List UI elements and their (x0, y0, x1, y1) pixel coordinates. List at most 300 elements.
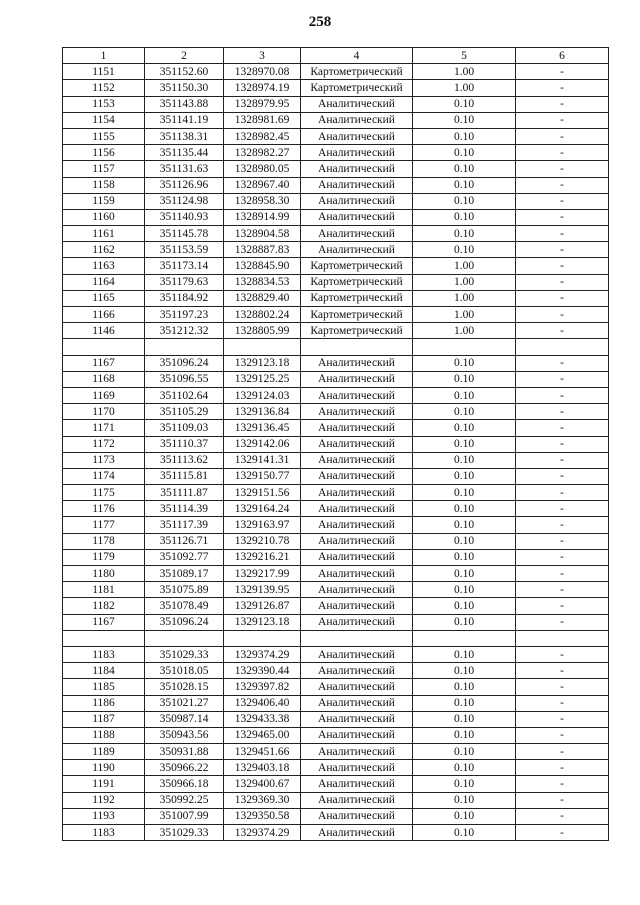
accuracy-cell (413, 339, 516, 355)
description-cell: - (516, 436, 609, 452)
description-cell: - (516, 646, 609, 662)
description-cell: - (516, 501, 609, 517)
method-cell: Аналитический (301, 452, 413, 468)
x-coordinate-cell: 350966.18 (145, 776, 224, 792)
table-row (63, 274, 609, 290)
point-number-cell: 1190 (63, 760, 145, 776)
column-header: 2 (145, 48, 224, 64)
y-coordinate-cell: 1328982.27 (224, 145, 301, 161)
point-number-cell: 1161 (63, 226, 145, 242)
x-coordinate-cell: 351117.39 (145, 517, 224, 533)
method-cell: Аналитический (301, 209, 413, 225)
method-cell: Аналитический (301, 566, 413, 582)
accuracy-cell: 0.10 (413, 614, 516, 630)
y-coordinate-cell: 1329139.95 (224, 582, 301, 598)
table-row (63, 420, 609, 436)
column-header: 1 (63, 48, 145, 64)
table-row (63, 776, 609, 792)
point-number-cell: 1173 (63, 452, 145, 468)
x-coordinate-cell: 351018.05 (145, 663, 224, 679)
point-number-cell: 1167 (63, 355, 145, 371)
description-cell: - (516, 744, 609, 760)
table-row (63, 760, 609, 776)
y-coordinate-cell: 1329123.18 (224, 355, 301, 371)
description-cell: - (516, 825, 609, 841)
table-row (63, 630, 609, 646)
table-row (63, 290, 609, 306)
method-cell (301, 630, 413, 646)
method-cell: Аналитический (301, 663, 413, 679)
x-coordinate-cell: 351152.60 (145, 64, 224, 80)
description-cell: - (516, 323, 609, 339)
table-row (63, 614, 609, 630)
point-number-cell: 1159 (63, 193, 145, 209)
description-cell: - (516, 566, 609, 582)
accuracy-cell: 1.00 (413, 258, 516, 274)
method-cell: Аналитический (301, 825, 413, 841)
description-cell: - (516, 760, 609, 776)
accuracy-cell: 0.10 (413, 663, 516, 679)
accuracy-cell: 0.10 (413, 533, 516, 549)
accuracy-cell: 0.10 (413, 226, 516, 242)
accuracy-cell: 0.10 (413, 161, 516, 177)
accuracy-cell: 0.10 (413, 485, 516, 501)
x-coordinate-cell: 350931.88 (145, 744, 224, 760)
y-coordinate-cell: 1329123.18 (224, 614, 301, 630)
x-coordinate-cell: 351126.96 (145, 177, 224, 193)
x-coordinate-cell: 351111.87 (145, 485, 224, 501)
method-cell: Аналитический (301, 371, 413, 387)
accuracy-cell: 0.10 (413, 776, 516, 792)
x-coordinate-cell: 351029.33 (145, 646, 224, 662)
point-number-cell: 1155 (63, 128, 145, 144)
method-cell: Картометрический (301, 80, 413, 96)
description-cell: - (516, 711, 609, 727)
point-number-cell: 1177 (63, 517, 145, 533)
table-row (63, 468, 609, 484)
x-coordinate-cell: 351140.93 (145, 209, 224, 225)
method-cell: Аналитический (301, 161, 413, 177)
description-cell: - (516, 517, 609, 533)
y-coordinate-cell: 1328981.69 (224, 112, 301, 128)
y-coordinate-cell: 1328979.95 (224, 96, 301, 112)
x-coordinate-cell: 351126.71 (145, 533, 224, 549)
column-header: 4 (301, 48, 413, 64)
description-cell: - (516, 808, 609, 824)
table-row (63, 679, 609, 695)
description-cell: - (516, 792, 609, 808)
description-cell: - (516, 161, 609, 177)
x-coordinate-cell: 350987.14 (145, 711, 224, 727)
description-cell: - (516, 290, 609, 306)
y-coordinate-cell: 1328904.58 (224, 226, 301, 242)
table-row (63, 744, 609, 760)
method-cell: Аналитический (301, 112, 413, 128)
method-cell: Аналитический (301, 501, 413, 517)
x-coordinate-cell: 351028.15 (145, 679, 224, 695)
method-cell: Аналитический (301, 598, 413, 614)
method-cell: Картометрический (301, 323, 413, 339)
description-cell: - (516, 177, 609, 193)
description-cell: - (516, 258, 609, 274)
accuracy-cell: 0.10 (413, 695, 516, 711)
x-coordinate-cell: 351145.78 (145, 226, 224, 242)
point-number-cell: 1178 (63, 533, 145, 549)
method-cell: Аналитический (301, 727, 413, 743)
accuracy-cell: 0.10 (413, 517, 516, 533)
y-coordinate-cell: 1329142.06 (224, 436, 301, 452)
x-coordinate-cell: 351078.49 (145, 598, 224, 614)
method-cell: Аналитический (301, 128, 413, 144)
point-number-cell: 1163 (63, 258, 145, 274)
point-number-cell: 1191 (63, 776, 145, 792)
x-coordinate-cell: 351212.32 (145, 323, 224, 339)
point-number-cell: 1176 (63, 501, 145, 517)
table-row (63, 808, 609, 824)
table-row (63, 242, 609, 258)
accuracy-cell: 1.00 (413, 64, 516, 80)
point-number-cell: 1172 (63, 436, 145, 452)
accuracy-cell: 1.00 (413, 80, 516, 96)
y-coordinate-cell: 1329164.24 (224, 501, 301, 517)
method-cell: Аналитический (301, 485, 413, 501)
accuracy-cell: 0.10 (413, 679, 516, 695)
y-coordinate-cell: 1328958.30 (224, 193, 301, 209)
point-number-cell: 1151 (63, 64, 145, 80)
x-coordinate-cell: 351143.88 (145, 96, 224, 112)
y-coordinate-cell: 1328802.24 (224, 307, 301, 323)
table-row (63, 177, 609, 193)
y-coordinate-cell: 1329150.77 (224, 468, 301, 484)
description-cell (516, 339, 609, 355)
y-coordinate-cell: 1329124.03 (224, 387, 301, 403)
x-coordinate-cell (145, 630, 224, 646)
point-number-cell: 1157 (63, 161, 145, 177)
method-cell (301, 339, 413, 355)
table-row (63, 663, 609, 679)
table-row (63, 371, 609, 387)
method-cell: Аналитический (301, 808, 413, 824)
method-cell: Аналитический (301, 420, 413, 436)
accuracy-cell: 1.00 (413, 290, 516, 306)
method-cell: Аналитический (301, 145, 413, 161)
x-coordinate-cell: 351092.77 (145, 549, 224, 565)
x-coordinate-cell: 351197.23 (145, 307, 224, 323)
method-cell: Картометрический (301, 307, 413, 323)
y-coordinate-cell: 1329216.21 (224, 549, 301, 565)
x-coordinate-cell: 351150.30 (145, 80, 224, 96)
table-row (63, 258, 609, 274)
table-body (63, 64, 609, 841)
description-cell: - (516, 404, 609, 420)
coordinates-table (62, 47, 609, 841)
column-header: 5 (413, 48, 516, 64)
description-cell: - (516, 727, 609, 743)
accuracy-cell: 0.10 (413, 792, 516, 808)
accuracy-cell: 0.10 (413, 371, 516, 387)
accuracy-cell: 0.10 (413, 646, 516, 662)
accuracy-cell: 0.10 (413, 566, 516, 582)
accuracy-cell: 0.10 (413, 128, 516, 144)
method-cell: Аналитический (301, 776, 413, 792)
y-coordinate-cell: 1329210.78 (224, 533, 301, 549)
table-row (63, 549, 609, 565)
accuracy-cell: 0.10 (413, 549, 516, 565)
accuracy-cell: 0.10 (413, 598, 516, 614)
method-cell: Картометрический (301, 258, 413, 274)
description-cell (516, 630, 609, 646)
point-number-cell (63, 339, 145, 355)
point-number-cell: 1183 (63, 646, 145, 662)
point-number-cell: 1187 (63, 711, 145, 727)
y-coordinate-cell (224, 339, 301, 355)
point-number-cell: 1181 (63, 582, 145, 598)
description-cell: - (516, 776, 609, 792)
point-number-cell: 1153 (63, 96, 145, 112)
method-cell: Картометрический (301, 290, 413, 306)
point-number-cell: 1188 (63, 727, 145, 743)
accuracy-cell: 0.10 (413, 808, 516, 824)
method-cell: Аналитический (301, 533, 413, 549)
table-row (63, 339, 609, 355)
accuracy-cell: 0.10 (413, 452, 516, 468)
table-row (63, 598, 609, 614)
description-cell: - (516, 307, 609, 323)
table-row (63, 387, 609, 403)
y-coordinate-cell: 1329217.99 (224, 566, 301, 582)
description-cell: - (516, 209, 609, 225)
method-cell: Аналитический (301, 96, 413, 112)
method-cell: Аналитический (301, 226, 413, 242)
table-row (63, 226, 609, 242)
point-number-cell: 1174 (63, 468, 145, 484)
point-number-cell: 1183 (63, 825, 145, 841)
x-coordinate-cell: 350943.56 (145, 727, 224, 743)
description-cell: - (516, 533, 609, 549)
description-cell: - (516, 549, 609, 565)
accuracy-cell: 0.10 (413, 582, 516, 598)
y-coordinate-cell: 1328970.08 (224, 64, 301, 80)
x-coordinate-cell: 351096.24 (145, 355, 224, 371)
table-row (63, 404, 609, 420)
point-number-cell: 1166 (63, 307, 145, 323)
x-coordinate-cell: 351007.99 (145, 808, 224, 824)
y-coordinate-cell: 1329125.25 (224, 371, 301, 387)
y-coordinate-cell: 1328834.53 (224, 274, 301, 290)
accuracy-cell: 0.10 (413, 760, 516, 776)
y-coordinate-cell: 1329465.00 (224, 727, 301, 743)
method-cell: Аналитический (301, 436, 413, 452)
y-coordinate-cell: 1328805.99 (224, 323, 301, 339)
method-cell: Аналитический (301, 549, 413, 565)
accuracy-cell: 0.10 (413, 96, 516, 112)
point-number-cell: 1162 (63, 242, 145, 258)
method-cell: Картометрический (301, 274, 413, 290)
y-coordinate-cell: 1328914.99 (224, 209, 301, 225)
y-coordinate-cell: 1328974.19 (224, 80, 301, 96)
method-cell: Аналитический (301, 242, 413, 258)
description-cell: - (516, 64, 609, 80)
x-coordinate-cell: 351096.55 (145, 371, 224, 387)
accuracy-cell: 0.10 (413, 727, 516, 743)
x-coordinate-cell: 350992.25 (145, 792, 224, 808)
y-coordinate-cell: 1329374.29 (224, 825, 301, 841)
x-coordinate-cell: 351029.33 (145, 825, 224, 841)
y-coordinate-cell: 1328829.40 (224, 290, 301, 306)
x-coordinate-cell: 351110.37 (145, 436, 224, 452)
method-cell: Картометрический (301, 64, 413, 80)
y-coordinate-cell: 1328967.40 (224, 177, 301, 193)
method-cell: Аналитический (301, 582, 413, 598)
description-cell: - (516, 193, 609, 209)
table-row (63, 825, 609, 841)
table-row (63, 436, 609, 452)
y-coordinate-cell: 1328980.05 (224, 161, 301, 177)
y-coordinate-cell: 1329136.45 (224, 420, 301, 436)
table-row (63, 711, 609, 727)
point-number-cell: 1170 (63, 404, 145, 420)
description-cell: - (516, 679, 609, 695)
y-coordinate-cell: 1329163.97 (224, 517, 301, 533)
y-coordinate-cell: 1329350.58 (224, 808, 301, 824)
method-cell: Аналитический (301, 355, 413, 371)
x-coordinate-cell: 351135.44 (145, 145, 224, 161)
x-coordinate-cell: 351173.14 (145, 258, 224, 274)
description-cell: - (516, 452, 609, 468)
table-row (63, 582, 609, 598)
point-number-cell (63, 630, 145, 646)
x-coordinate-cell: 351124.98 (145, 193, 224, 209)
accuracy-cell: 0.10 (413, 193, 516, 209)
method-cell: Аналитический (301, 744, 413, 760)
y-coordinate-cell: 1328845.90 (224, 258, 301, 274)
accuracy-cell: 0.10 (413, 420, 516, 436)
table-row (63, 193, 609, 209)
point-number-cell: 1146 (63, 323, 145, 339)
x-coordinate-cell: 350966.22 (145, 760, 224, 776)
accuracy-cell: 0.10 (413, 355, 516, 371)
method-cell: Аналитический (301, 177, 413, 193)
column-header: 6 (516, 48, 609, 64)
x-coordinate-cell: 351096.24 (145, 614, 224, 630)
point-number-cell: 1165 (63, 290, 145, 306)
x-coordinate-cell: 351075.89 (145, 582, 224, 598)
point-number-cell: 1167 (63, 614, 145, 630)
description-cell: - (516, 614, 609, 630)
y-coordinate-cell: 1329126.87 (224, 598, 301, 614)
point-number-cell: 1160 (63, 209, 145, 225)
x-coordinate-cell: 351184.92 (145, 290, 224, 306)
description-cell: - (516, 242, 609, 258)
description-cell: - (516, 468, 609, 484)
description-cell: - (516, 420, 609, 436)
x-coordinate-cell (145, 339, 224, 355)
table-row (63, 161, 609, 177)
point-number-cell: 1185 (63, 679, 145, 695)
method-cell: Аналитический (301, 695, 413, 711)
point-number-cell: 1180 (63, 566, 145, 582)
point-number-cell: 1184 (63, 663, 145, 679)
x-coordinate-cell: 351021.27 (145, 695, 224, 711)
y-coordinate-cell: 1329151.56 (224, 485, 301, 501)
accuracy-cell: 0.10 (413, 404, 516, 420)
accuracy-cell: 0.10 (413, 501, 516, 517)
accuracy-cell: 0.10 (413, 177, 516, 193)
x-coordinate-cell: 351138.31 (145, 128, 224, 144)
accuracy-cell: 1.00 (413, 323, 516, 339)
table-row (63, 145, 609, 161)
method-cell: Аналитический (301, 760, 413, 776)
accuracy-cell (413, 630, 516, 646)
table-row (63, 112, 609, 128)
point-number-cell: 1152 (63, 80, 145, 96)
description-cell: - (516, 663, 609, 679)
x-coordinate-cell: 351179.63 (145, 274, 224, 290)
description-cell: - (516, 226, 609, 242)
description-cell: - (516, 598, 609, 614)
table-row (63, 355, 609, 371)
method-cell: Аналитический (301, 646, 413, 662)
method-cell: Аналитический (301, 614, 413, 630)
x-coordinate-cell: 351102.64 (145, 387, 224, 403)
point-number-cell: 1154 (63, 112, 145, 128)
description-cell: - (516, 485, 609, 501)
table-row (63, 792, 609, 808)
y-coordinate-cell: 1329136.84 (224, 404, 301, 420)
y-coordinate-cell: 1329451.66 (224, 744, 301, 760)
description-cell: - (516, 582, 609, 598)
y-coordinate-cell: 1328887.83 (224, 242, 301, 258)
x-coordinate-cell: 351131.63 (145, 161, 224, 177)
x-coordinate-cell: 351113.62 (145, 452, 224, 468)
accuracy-cell: 0.10 (413, 825, 516, 841)
point-number-cell: 1189 (63, 744, 145, 760)
column-header: 3 (224, 48, 301, 64)
point-number-cell: 1171 (63, 420, 145, 436)
accuracy-cell: 1.00 (413, 307, 516, 323)
table-row (63, 695, 609, 711)
table-row (63, 64, 609, 80)
accuracy-cell: 1.00 (413, 274, 516, 290)
description-cell: - (516, 355, 609, 371)
accuracy-cell: 0.10 (413, 468, 516, 484)
method-cell: Аналитический (301, 792, 413, 808)
x-coordinate-cell: 351115.81 (145, 468, 224, 484)
y-coordinate-cell: 1329369.30 (224, 792, 301, 808)
x-coordinate-cell: 351114.39 (145, 501, 224, 517)
table-row (63, 501, 609, 517)
description-cell: - (516, 128, 609, 144)
point-number-cell: 1175 (63, 485, 145, 501)
y-coordinate-cell: 1329406.40 (224, 695, 301, 711)
table-row (63, 80, 609, 96)
method-cell: Аналитический (301, 404, 413, 420)
point-number-cell: 1168 (63, 371, 145, 387)
table-row (63, 517, 609, 533)
point-number-cell: 1193 (63, 808, 145, 824)
description-cell: - (516, 112, 609, 128)
y-coordinate-cell: 1329433.38 (224, 711, 301, 727)
description-cell: - (516, 274, 609, 290)
point-number-cell: 1179 (63, 549, 145, 565)
point-number-cell: 1156 (63, 145, 145, 161)
y-coordinate-cell: 1329374.29 (224, 646, 301, 662)
method-cell: Аналитический (301, 387, 413, 403)
x-coordinate-cell: 351153.59 (145, 242, 224, 258)
point-number-cell: 1158 (63, 177, 145, 193)
table-row (63, 727, 609, 743)
description-cell: - (516, 145, 609, 161)
